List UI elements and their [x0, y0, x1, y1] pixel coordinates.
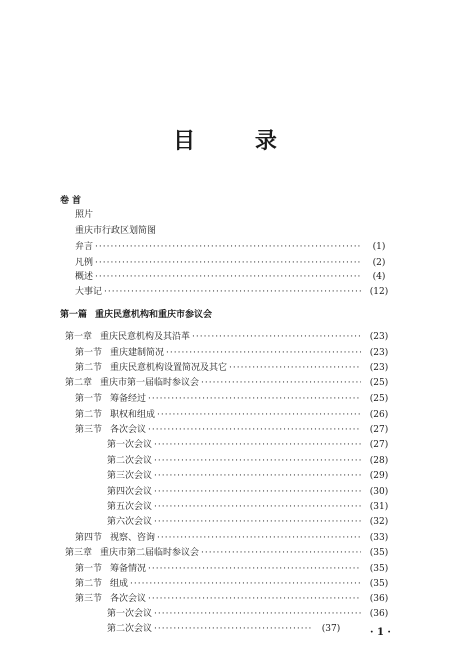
- entry-label: 职权和组成: [110, 410, 156, 420]
- section-juanshou: 卷首: [60, 196, 85, 206]
- toc-entry[interactable]: [75, 392, 395, 406]
- entry-label: 各次会议: [110, 594, 147, 604]
- entry-page: ( 37 ): [315, 622, 347, 636]
- toc-entry[interactable]: [75, 285, 395, 299]
- leader-dots: [201, 546, 361, 560]
- toc-entry[interactable]: [75, 577, 395, 591]
- leader-dots: [157, 408, 361, 422]
- entry-page: ( 26 ): [363, 408, 395, 422]
- toc-entry[interactable]: [75, 240, 395, 254]
- entry-page: ( 27 ): [363, 423, 395, 437]
- leader-dots: [157, 531, 361, 545]
- entry-page: ( 31 ): [363, 500, 395, 514]
- entry-label: 重庆市行政区划简图: [75, 226, 157, 236]
- leader-dots: [148, 423, 361, 437]
- toc-entry[interactable]: [75, 531, 395, 545]
- entry-page: ( 25 ): [363, 376, 395, 390]
- entry-page: ( 32 ): [363, 515, 395, 529]
- entry-label: 大事记: [75, 287, 103, 297]
- page-title: 目 录: [173, 128, 303, 154]
- entry-label: 筹备情况: [110, 564, 147, 574]
- entry-number: 第一节: [75, 394, 103, 404]
- entry-number: 第三节: [75, 594, 103, 604]
- entry-page: ( 29 ): [363, 469, 395, 483]
- entry-page: ( 35 ): [363, 546, 395, 560]
- entry-label: 第三次会议: [107, 471, 153, 481]
- page-number: · 1 ·: [370, 627, 391, 638]
- toc-entry[interactable]: [75, 270, 395, 284]
- entry-page: ( 36 ): [363, 607, 395, 621]
- entry-label: 重庆建制简况: [110, 348, 165, 358]
- leader-dots: [130, 577, 361, 591]
- entry-page: ( 36 ): [363, 592, 395, 606]
- leader-dots: [154, 607, 361, 621]
- entry-page: ( 23 ): [363, 346, 395, 360]
- toc-entry[interactable]: [107, 500, 395, 514]
- entry-page: ( 27 ): [363, 438, 395, 452]
- part-heading: [60, 308, 400, 322]
- entry-label: 第四次会议: [107, 487, 153, 497]
- leader-dots: [154, 438, 361, 452]
- entry-page: ( 1 ): [363, 240, 395, 254]
- toc-entry[interactable]: [107, 485, 395, 499]
- leader-dots: [148, 562, 361, 576]
- entry-number: 第四节: [75, 533, 103, 543]
- entry-label: 重庆市第一届临时参议会: [100, 378, 200, 388]
- entry-page: ( 35 ): [363, 577, 395, 591]
- entry-label: 组成: [110, 579, 129, 589]
- entry-label: 重庆民意机构及其沿革: [100, 332, 191, 342]
- leader-dots: [166, 346, 361, 360]
- entry-page: ( 35 ): [363, 562, 395, 576]
- entry-label: 筹备经过: [110, 394, 147, 404]
- toc-entry[interactable]: [65, 330, 395, 344]
- leader-dots: [148, 392, 361, 406]
- entry-page: ( 23 ): [363, 330, 395, 344]
- toc-entry[interactable]: [75, 208, 395, 222]
- entry-number: 第二节: [75, 410, 103, 420]
- entry-number: 第二节: [75, 363, 103, 373]
- toc-entry[interactable]: [75, 408, 395, 422]
- toc-entry[interactable]: [107, 622, 347, 636]
- entry-page: ( 30 ): [363, 485, 395, 499]
- entry-label: 第六次会议: [107, 517, 153, 527]
- entry-number: 第二章: [65, 378, 93, 388]
- toc-entry[interactable]: [107, 454, 395, 468]
- toc-entry[interactable]: [75, 592, 395, 606]
- entry-page: ( 23 ): [363, 361, 395, 375]
- leader-dots: [154, 515, 361, 529]
- entry-page: ( 2 ): [363, 256, 395, 270]
- leader-dots: [104, 285, 361, 299]
- entry-number: 第三章: [65, 548, 93, 558]
- entry-number: 第一节: [75, 564, 103, 574]
- toc-entry[interactable]: [75, 256, 395, 270]
- entry-label: 重庆市第二届临时参议会: [100, 548, 200, 558]
- leader-dots: [201, 376, 361, 390]
- leader-dots: [95, 256, 361, 270]
- toc-entry[interactable]: [107, 515, 395, 529]
- entry-label: 视察、咨询: [110, 533, 156, 543]
- leader-dots: [192, 330, 361, 344]
- toc-entry[interactable]: [75, 224, 395, 238]
- leader-dots: [95, 240, 361, 254]
- leader-dots: [154, 454, 361, 468]
- entry-label: 概述: [75, 272, 94, 282]
- entry-label: 第一次会议: [107, 609, 153, 619]
- entry-label: 第二次会议: [107, 624, 153, 634]
- toc-entry[interactable]: [75, 423, 395, 437]
- entry-page: ( 4 ): [363, 270, 395, 284]
- toc-entry[interactable]: [65, 376, 395, 390]
- toc-entry[interactable]: [107, 438, 395, 452]
- toc-entry[interactable]: [75, 562, 395, 576]
- entry-page: ( 33 ): [363, 531, 395, 545]
- part-number: 第一篇: [60, 310, 88, 320]
- leader-dots: [95, 270, 361, 284]
- leader-dots: [154, 622, 313, 636]
- entry-page: ( 12 ): [363, 285, 395, 299]
- entry-label: 第二次会议: [107, 456, 153, 466]
- entry-label: 第五次会议: [107, 502, 153, 512]
- entry-page: ( 28 ): [363, 454, 395, 468]
- leader-dots: [154, 469, 361, 483]
- leader-dots: [148, 592, 361, 606]
- entry-label: 弁言: [75, 242, 94, 252]
- entry-number: 第一章: [65, 332, 93, 342]
- entry-page: ( 25 ): [363, 392, 395, 406]
- leader-dots: [154, 485, 361, 499]
- entry-label: 照片: [75, 210, 94, 220]
- part-label: 重庆民意机构和重庆市参议会: [95, 310, 213, 320]
- toc-entry[interactable]: [75, 346, 395, 360]
- leader-dots: [154, 500, 361, 514]
- entry-label: 各次会议: [110, 425, 147, 435]
- toc-entry[interactable]: [75, 361, 395, 375]
- entry-number: 第二节: [75, 579, 103, 589]
- leader-dots: [229, 361, 361, 375]
- entry-number: 第一节: [75, 348, 103, 358]
- entry-label: 第一次会议: [107, 440, 153, 450]
- toc-entry[interactable]: [107, 607, 395, 621]
- toc-entry[interactable]: [65, 546, 395, 560]
- entry-label: 重庆民意机构设置简况及其它: [110, 363, 228, 373]
- entry-label: 凡例: [75, 258, 94, 268]
- toc-entry[interactable]: [107, 469, 395, 483]
- entry-number: 第三节: [75, 425, 103, 435]
